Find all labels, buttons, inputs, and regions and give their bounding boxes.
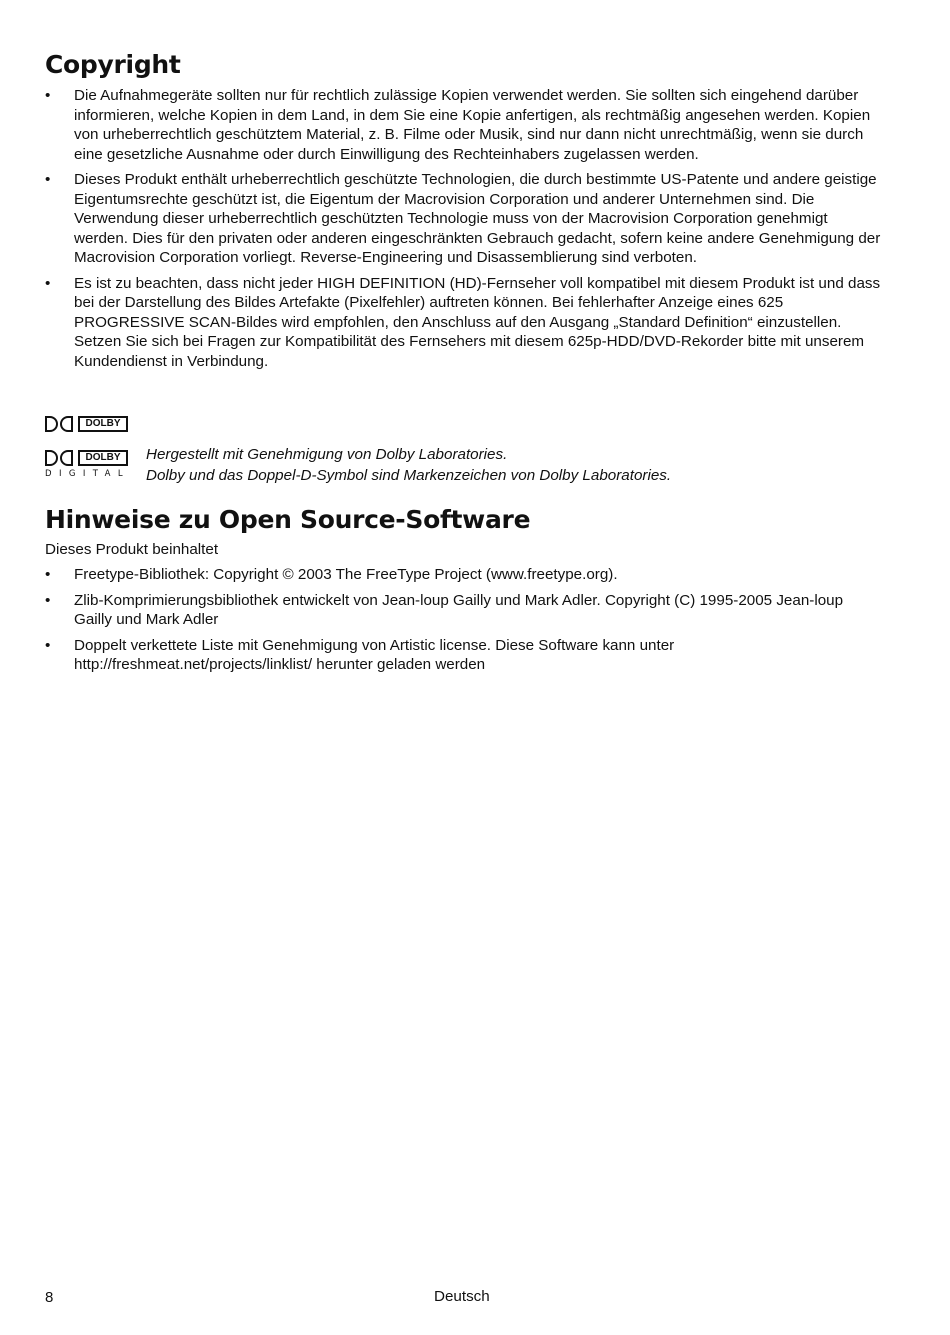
dolby-notice [146, 445, 671, 486]
open-source-intro: Dieses Produkt beinhaltet [45, 541, 219, 558]
list-item [45, 636, 885, 675]
open-source-bullet-list [45, 565, 885, 681]
bullet-icon: • [45, 274, 51, 292]
list-item-text: Dieses Produkt enthält urheberrechtlich geschützte Technologien, die durch bestimmte US-Patente und andere geistige Eigentumsrechte geschützt ist, die Eigentum der Macrovision Corporation und anderer Unternehmen sind. Die Verwendung dieser urheberrechtlich geschützten Technologie muss von der Macrovision Corporation genehmigt werden. Dies für den privaten oder anderen eingeschränkten Gebrauch gedacht, sofern keine andere Genehmigung der Macrovision Corporation vorliegt. Reverse-Engineering und Disassemblierung sind verboten. [74, 171, 881, 266]
list-item-text: Die Aufnahmegeräte sollten nur für rechtlich zulässige Kopien verwendet werden. Sie sollten sich eingehend darüber informieren, welche Kopien in dem Land, in dem Sie eine Kopie anfertigen, als rechtmäßig angesehen werden. Kopien von urheberrechtlich geschütztem Material, z. B. Filme oder Musik, sind nur dann nicht unrechtmäßig, wenn sie durch eine gesetzliche Ausnahme oder durch Einwilligung des Rechteinhabers zugelassen werden. [74, 87, 871, 163]
bullet-icon: • [45, 591, 51, 609]
bullet-icon: • [45, 171, 51, 188]
bullet-icon: • [45, 636, 51, 654]
list-item [45, 170, 885, 268]
dolby-digital-logo [45, 450, 131, 479]
dolby-wordmark: DOLBY [78, 416, 128, 432]
double-d-icon [45, 450, 75, 470]
digital-wordmark: DIGITAL [45, 469, 131, 479]
bullet-icon: • [45, 566, 51, 583]
double-d-icon [45, 416, 75, 436]
copyright-bullet-list [45, 86, 885, 377]
copyright-heading: Copyright [45, 50, 181, 79]
open-source-heading: Hinweise zu Open Source-Software [45, 505, 531, 534]
list-item-text: Zlib-Komprimierungsbibliothek entwickelt von Jean-loup Gailly und Mark Adler. Copyright (C) 1995-2005 Jean-loup Gailly und Mark Adler [74, 591, 844, 628]
list-item-text: Doppelt verkettete Liste mit Genehmigung von Artistic license. Diese Software kann unter http://freshmeat.net/projects/linklist/ herunter geladen werden [74, 636, 675, 673]
dolby-wordmark: DOLBY [78, 450, 128, 466]
list-item [45, 565, 885, 585]
page-number: 8 [45, 1289, 54, 1306]
dolby-logo [45, 416, 128, 436]
list-item [45, 86, 885, 164]
dolby-notice-line: Dolby und das Doppel-D-Symbol sind Markenzeichen von Dolby Laboratories. [146, 466, 672, 484]
list-item-text: Freetype-Bibliothek: Copyright © 2003 The FreeType Project (www.freetype.org). [74, 566, 618, 583]
list-item-text: Es ist zu beachten, dass nicht jeder HIGH DEFINITION (HD)-Fernseher voll kompatibel mit diesem Produkt ist und dass bei der Darstellung des Bildes Artefakte (Pixelfehler) auftreten können. Bei fehlerhafter Anzeige eines 625 PROGRESSIVE SCAN-Bildes wird empfohlen, den Anschluss auf den Ausgang „Standard Definition“ einzustellen. Setzen Sie sich bei Fragen zur Kompatibilität des Fernsehers mit diesem 625p-HDD/DVD-Rekorder bitte mit unserem Kundendienst in Verbindung. [74, 274, 881, 370]
dolby-notice-line: Hergestellt mit Genehmigung von Dolby Laboratories. [146, 446, 508, 463]
list-item [45, 274, 885, 372]
list-item [45, 591, 885, 630]
footer-language: Deutsch [434, 1288, 490, 1305]
bullet-icon: • [45, 87, 51, 104]
